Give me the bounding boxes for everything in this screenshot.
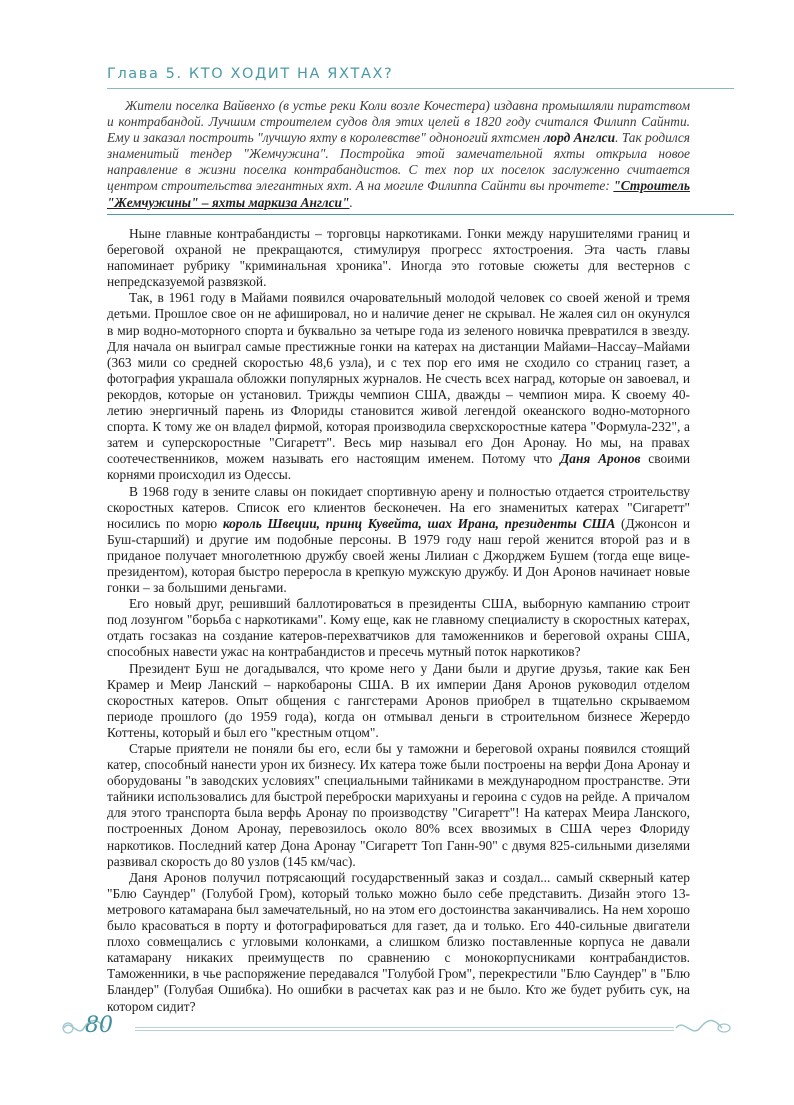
paragraph: Его новый друг, решивший баллотироваться в президенты США, выборную кампанию строит под лозунгом "борьба с наркотиками". Кому еще, как не главному специалисту в скоростных катерах, отдать госзаказ на создание катеров-перехватчиков для таможенников и береговой охраны США, способных навести ужас на контрабандистов и пресечь мутный поток наркотиков?: [107, 596, 690, 660]
epigraph-divider: [107, 214, 734, 215]
paragraph: Ныне главные контрабандисты – торговцы наркотиками. Гонки между нарушителями границ и береговой охраной не прекращаются, стимулируя прогресс яхтостроения. Эта часть главы напоминает рубрику "криминальная хроника". Иногда это готовые сюжеты для вестернов с непредсказуемой развязкой.: [107, 226, 690, 290]
paragraph: Президент Буш не догадывался, что кроме него у Дани были и другие друзья, такие как Бен Крамер и Меир Ланский – наркобароны США. В их империи Даня Аронов руководил отделом скоростных катеров. Опыт общения с гангстерами Аронов приобрел в тщательно скрываемом периоде прошлого (до 1959 года), когда он отмывал деньги в строительном бизнесе Жерердо Коттены, который и был его "крестным отцом".: [107, 660, 690, 740]
epigraph: [107, 98, 690, 211]
footer-rope-line: [135, 1027, 674, 1031]
main-text: [107, 226, 690, 1015]
paragraph: В 1968 году в зените славы он покидает спортивную арену и полностью отдается строительству скоростных катеров. Список его клиентов бесконечен. На его знаменитых катерах "Сигаретт" носились по морю король Швеции, принц Кувейта, шах Ирана, президенты США (Джонсон и Буш-старший) и другие им подобные персоны. В 1979 году наш герой женится второй раз и в приданое получает многолетнюю дружбу своей жены Лилиан с Джорджем Бушем (тогда еще вице-президентом), которая быстро переросла в крепкую мужскую дружбу. И Дон Аронов начинает новые гонки – за большими деньгами.: [107, 483, 690, 596]
chapter-title: Глава 5. КТО ХОДИТ НА ЯХТАХ?: [107, 66, 394, 82]
paragraph: Старые приятели не поняли бы его, если бы у таможни и береговой охраны появился стоящий катер, способный нанести урон их бизнесу. Их катера тоже были построены на верфи Дона Аронау и оборудованы "в заводских условиях" специальными тайниками в международном пространстве. Эти тайники использовались для быстрой переброски марихуаны и героина с судов на рейде. А причалом для этого транспорта была верфь Аронау по производству "Сигаретт"! На катерах Меира Ланского, построенных Доном Аронау, перевозилось около 80% всех ввозимых в США через Флориду наркотиков. Последний катер Дона Аронау "Сигаретт Топ Ганн-90" с двумя 825-сильными дизелями развивал скорость до 80 узлов (145 км/час).: [107, 741, 690, 869]
paragraph: Так, в 1961 году в Майами появился очаровательный молодой человек со своей женой и тремя детьми. Прошлое свое он не афишировал, но и наличие денег не скрывал. Не жалея сил он окунулся в мир водно-моторного спорта и буквально за четыре года из зеленого новичка превратился в звезду. Для начала он выиграл самые престижные гонки на катерах на дистанции Майами–Нассау–Майами (363 мили со средней скоростью 48,6 узла), и с тех пор его имя не сходило со страниц газет, а фотография украшала обложки популярных журналов. Не счесть всех наград, которые он завоевал, и рекордов, которые он установил. Трижды чемпион США, дважды – чемпион мира. К своему 40-летию энергичный парень из Флориды становится живой легендой океанского водно-моторного спорта. К тому же он владел фирмой, которая производила сверхскоростные катера "Формула-232", а затем и суперскоростные "Сигаретт". Весь мир называл его Дон Аронау. Но мы, на правах соотечественников, можем называть его настоящим именем. Потому что Даня Аронов своими корнями происходил из Одессы.: [107, 290, 690, 483]
epigraph-emphasis: лорд Англси: [543, 130, 616, 146]
emphasis: Даня Аронов: [560, 451, 641, 467]
chapter-header: [107, 66, 734, 82]
epigraph-emphasis: "Строитель "Жемчужины" – яхты маркиза Англси": [107, 178, 690, 210]
knot-ornament-icon: [674, 1013, 734, 1043]
epigraph-paragraph: Жители поселка Вайвенхо (в устье реки Коли возле Кочестера) издавна промышляли пиратством и контрабандой. Лучшим строителем судов для этих целей в 1820 году считался Филипп Сайнти. Ему и заказал построить "лучшую яхту в королевстве" одноногий яхтсмен лорд Англси. Так родился знаменитый тендер "Жемчужина". Постройка этой замечательной яхты открыла новое направление в жизни поселка контрабандистов. С тех пор их поселок заслуженно считается центром строительства элегантных яхт. А на могиле Филиппа Сайнти вы прочтете: "Строитель "Жемчужины" – яхты маркиза Англси".: [107, 98, 690, 210]
page-footer: [60, 1013, 734, 1043]
page-number: 80: [85, 1013, 113, 1038]
paragraph: Даня Аронов получил потрясающий государственный заказ и создал... самый скверный катер "Блю Саундер" (Голубой Гром), который только можно было себе представить. Дизайн этого 13-метрового катамарана был замечательный, но на этом его достоинства заканчивались. На нем хорошо было красоваться в порту и фотографироваться для газет, да и только. Его 440-сильные двигатели плохо совмещались с угловыми колонками, а слишком близко поставленные корпуса не давали катамарану никаких преимуществ по сравнению с монокорпусниками контрабандистов. Таможенники, в чье распоряжение передавался "Голубой Гром", перекрестили "Блю Саундер" в "Блю Бландер" (Голубая Ошибка). Но ошибки в расчетах как раз и не было. Кто же будет рубить сук, на котором сидит?: [107, 869, 690, 1014]
header-divider: [107, 88, 734, 89]
emphasis: король Швеции, принц Кувейта, шах Ирана, президенты США: [222, 515, 616, 531]
